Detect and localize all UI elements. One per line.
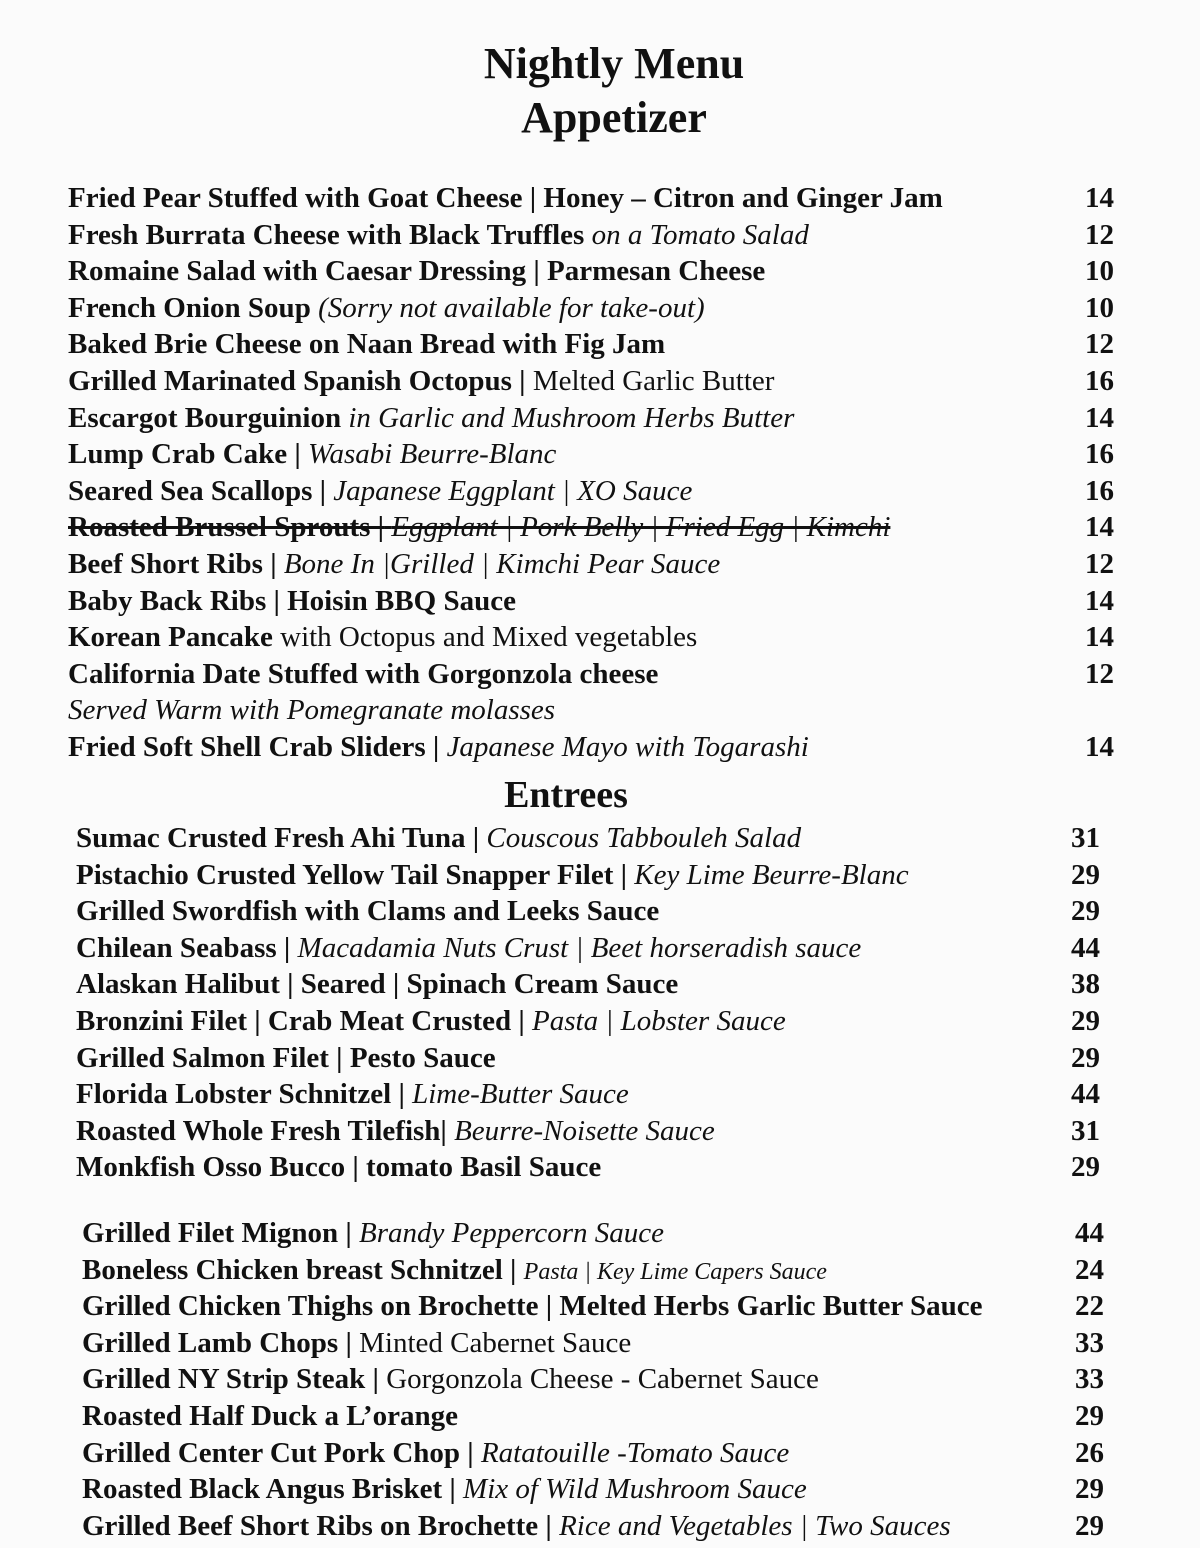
menu-item-text xyxy=(68,402,794,434)
menu-item-price: 29 xyxy=(1075,1509,1104,1542)
menu-item-text xyxy=(82,1290,983,1322)
menu-item-name: Alaskan Halibut | Seared | Spinach Cream Sauce xyxy=(76,968,679,1001)
menu-item xyxy=(68,400,1114,437)
menu-item-description: Served Warm with Pomegranate molasses xyxy=(68,694,556,727)
menu-item xyxy=(68,729,1114,766)
menu-item-text xyxy=(68,365,774,397)
menu-item-text xyxy=(76,1115,715,1147)
menu-item-name: Bronzini Filet | Crab Meat Crusted | xyxy=(76,1004,525,1037)
menu-item-text xyxy=(76,1005,786,1037)
menu-item-price: 12 xyxy=(1085,218,1114,251)
menu-item-text xyxy=(76,1078,629,1110)
menu-item-price: 14 xyxy=(1085,621,1114,654)
menu-item-price: 29 xyxy=(1071,1041,1100,1074)
menu-item xyxy=(68,253,1114,290)
menu-item xyxy=(68,656,1114,693)
menu-item xyxy=(68,217,1114,254)
menu-item-description: Key Lime Beurre-Blanc xyxy=(634,858,909,891)
menu-item-description: Bone In |Grilled | Kimchi Pear Sauce xyxy=(283,547,721,580)
section-title-entrees: Entrees xyxy=(504,774,628,816)
meat-entree-list xyxy=(82,1215,1104,1544)
menu-item-text xyxy=(82,1437,789,1469)
menu-item xyxy=(68,180,1114,217)
menu-item-price: 29 xyxy=(1075,1473,1104,1506)
menu-item xyxy=(68,619,1114,656)
menu-item-text xyxy=(68,694,555,726)
menu-item-price: 38 xyxy=(1071,968,1100,1001)
menu-item-text xyxy=(82,1254,827,1286)
menu-item-name: California Date Stuffed with Gorgonzola cheese xyxy=(68,657,659,690)
menu-item-description: Couscous Tabbouleh Salad xyxy=(486,822,802,854)
menu-item-description: Rice and Vegetables | Two Sauces xyxy=(559,1509,951,1542)
menu-item-text xyxy=(68,548,720,580)
menu-item-price: 22 xyxy=(1075,1290,1104,1323)
menu-item-name: Grilled Center Cut Pork Chop | xyxy=(82,1436,474,1469)
menu-item xyxy=(76,857,1100,894)
menu-item-name: Grilled Chicken Thighs on Brochette | Melted Herbs Garlic Butter Sauce xyxy=(82,1290,983,1323)
menu-item xyxy=(68,509,1114,546)
menu-item xyxy=(76,1076,1100,1113)
menu-item xyxy=(76,893,1100,930)
menu-item xyxy=(82,1252,1104,1289)
menu-item-description: Lime-Butter Sauce xyxy=(412,1078,629,1111)
menu-item xyxy=(68,583,1114,620)
menu-item-name: Roasted Whole Fresh Tilefish| xyxy=(76,1114,447,1147)
menu-item-name: Seared Sea Scallops | xyxy=(68,474,327,507)
menu-item-description: Japanese Mayo with Togarashi xyxy=(446,730,809,763)
menu-item xyxy=(82,1361,1104,1398)
menu-item-name: Monkfish Osso Bucco | tomato Basil Sauce xyxy=(76,1151,602,1184)
menu-item-price: 14 xyxy=(1085,401,1114,434)
menu-item-description: Mix of Wild Mushroom Sauce xyxy=(463,1473,807,1506)
menu-item-text xyxy=(82,1473,807,1505)
menu-item-price: 16 xyxy=(1085,438,1114,471)
menu-item-description: (Sorry not available for take-out) xyxy=(318,291,705,324)
menu-item-text xyxy=(68,292,705,324)
menu-item-text xyxy=(68,621,697,653)
menu-item-price: 14 xyxy=(1085,730,1114,763)
menu-item-description: Japanese Eggplant | XO Sauce xyxy=(333,474,693,507)
menu-item xyxy=(68,290,1114,327)
menu-item-name: Korean Pancake xyxy=(68,621,273,654)
menu-item-name: Florida Lobster Schnitzel | xyxy=(76,1078,405,1111)
menu-item-price: 16 xyxy=(1085,474,1114,507)
menu-item-name: Beef Short Ribs | xyxy=(68,547,277,580)
menu-item-name: Grilled NY Strip Steak | xyxy=(82,1363,379,1396)
menu-item-text xyxy=(68,328,665,360)
menu-item-description: in Garlic and Mushroom Herbs Butter xyxy=(348,401,795,434)
menu-item-text xyxy=(82,1327,631,1359)
menu-item-description: Wasabi Beurre-Blanc xyxy=(308,438,557,471)
menu-item-text xyxy=(76,895,659,927)
menu-item-description: Pasta | Key Lime Capers Sauce xyxy=(523,1258,827,1285)
menu-item-name: Grilled Marinated Spanish Octopus | xyxy=(68,364,526,397)
menu-item-price: 31 xyxy=(1071,822,1100,854)
menu-item-description: with Octopus and Mixed vegetables xyxy=(280,621,698,654)
menu-item-name: Romaine Salad with Caesar Dressing | Parmesan Cheese xyxy=(68,255,766,288)
menu-item xyxy=(76,1003,1100,1040)
menu-item-text xyxy=(68,438,556,470)
menu-item xyxy=(82,1508,1104,1545)
menu-item xyxy=(82,1471,1104,1508)
menu-item-price: 16 xyxy=(1085,364,1114,397)
menu-item-name: Escargot Bourguinion xyxy=(68,401,342,434)
menu-item-name: Fried Pear Stuffed with Goat Cheese | Honey – Citron and Ginger Jam xyxy=(68,182,943,214)
menu-item-text xyxy=(68,475,692,507)
menu-item-name: French Onion Soup xyxy=(68,291,311,324)
menu-item-price: 29 xyxy=(1071,895,1100,928)
menu-item-name: Sumac Crusted Fresh Ahi Tuna | xyxy=(76,822,480,854)
menu-item-name: Boneless Chicken breast Schnitzel | xyxy=(82,1253,517,1286)
menu-item-price: 12 xyxy=(1085,547,1114,580)
menu-item xyxy=(76,1113,1100,1150)
menu-item-description: Macadamia Nuts Crust | Beet horseradish sauce xyxy=(297,931,862,964)
menu-item xyxy=(76,1040,1100,1077)
menu-item xyxy=(68,363,1114,400)
menu-item-text xyxy=(68,182,943,214)
menu-item-name: Roasted Half Duck a L’orange xyxy=(82,1399,458,1432)
menu-item-price: 14 xyxy=(1085,182,1114,214)
menu-item xyxy=(68,473,1114,510)
menu-item-name: Pistachio Crusted Yellow Tail Snapper Filet | xyxy=(76,858,627,891)
menu-item-text xyxy=(76,1042,496,1074)
menu-item-price: 24 xyxy=(1075,1253,1104,1286)
menu-item-name: Fried Soft Shell Crab Sliders | xyxy=(68,730,440,763)
menu-item-description: Melted Garlic Butter xyxy=(532,364,775,397)
menu-item xyxy=(76,1149,1100,1186)
menu-item-name: Grilled Salmon Filet | Pesto Sauce xyxy=(76,1041,496,1074)
menu-item xyxy=(68,546,1114,583)
menu-item-text xyxy=(76,968,678,1000)
section-title-appetizer: Appetizer xyxy=(521,93,707,142)
menu-item-text xyxy=(68,658,658,690)
menu-item-price: 10 xyxy=(1085,255,1114,288)
menu-item-description: Beurre-Noisette Sauce xyxy=(454,1114,715,1147)
menu-item-text xyxy=(68,255,765,287)
page-title: Nightly Menu xyxy=(483,39,745,88)
menu-item-text xyxy=(76,822,801,854)
menu-item-name: Lump Crab Cake | xyxy=(68,438,301,471)
menu-item-text xyxy=(68,511,890,543)
menu-item-text xyxy=(68,585,516,617)
menu-item-price: 10 xyxy=(1085,291,1114,324)
menu-item-name: Grilled Filet Mignon | xyxy=(82,1217,352,1249)
menu-item-price: 31 xyxy=(1071,1114,1100,1147)
appetizer-list xyxy=(68,180,1114,766)
menu-item-text xyxy=(82,1363,819,1395)
menu-item xyxy=(82,1288,1104,1325)
menu-item-name: Roasted Brussel Sprouts | xyxy=(68,511,385,544)
menu-item-price: 12 xyxy=(1085,657,1114,690)
menu-item-description: Eggplant | Pork Belly | Fried Egg | Kimchi xyxy=(391,511,891,544)
menu-item xyxy=(82,1435,1104,1472)
menu-item-text xyxy=(68,219,809,251)
menu-item-text xyxy=(76,859,909,891)
menu-item-text xyxy=(82,1510,951,1542)
menu-item-name: Roasted Black Angus Brisket | xyxy=(82,1473,456,1506)
menu-item xyxy=(68,436,1114,473)
menu-item-price: 33 xyxy=(1075,1363,1104,1396)
menu-item xyxy=(68,326,1114,363)
menu-item-name: Grilled Beef Short Ribs on Brochette | xyxy=(82,1509,552,1542)
menu-item-name: Baked Brie Cheese on Naan Bread with Fig Jam xyxy=(68,328,666,361)
menu-item-price: 14 xyxy=(1085,511,1114,544)
menu-item-text xyxy=(76,932,861,964)
menu-item-name: Grilled Lamb Chops | xyxy=(82,1326,352,1359)
menu-item-price: 44 xyxy=(1071,931,1100,964)
menu-item xyxy=(76,930,1100,967)
menu-item-price: 29 xyxy=(1071,858,1100,891)
menu-item-price: 33 xyxy=(1075,1326,1104,1359)
menu-item-description: on a Tomato Salad xyxy=(591,218,809,251)
menu-item xyxy=(82,1215,1104,1252)
menu-item-name: Chilean Seabass | xyxy=(76,931,291,964)
menu-item-description: Brandy Peppercorn Sauce xyxy=(359,1217,664,1249)
menu-item-price: 29 xyxy=(1071,1151,1100,1184)
menu-item-price: 12 xyxy=(1085,328,1114,361)
menu-item xyxy=(82,1325,1104,1362)
menu-item-text xyxy=(68,731,809,763)
menu-item-name: Grilled Swordfish with Clams and Leeks Sauce xyxy=(76,895,660,928)
entree-list xyxy=(76,820,1100,1186)
menu-item-text xyxy=(82,1400,458,1432)
menu-item xyxy=(68,692,1114,729)
menu-item-description: Pasta | Lobster Sauce xyxy=(532,1004,786,1037)
menu-item xyxy=(76,966,1100,1003)
menu-item-price: 29 xyxy=(1075,1399,1104,1432)
menu-item xyxy=(76,820,1100,857)
menu-item-description: Minted Cabernet Sauce xyxy=(359,1326,632,1359)
menu-item-description: Gorgonzola Cheese - Cabernet Sauce xyxy=(386,1363,819,1396)
menu-item-price: 29 xyxy=(1071,1004,1100,1037)
menu-item-price: 14 xyxy=(1085,584,1114,617)
menu-item-price: 26 xyxy=(1075,1436,1104,1469)
menu-item-text xyxy=(76,1151,601,1183)
menu-item-name: Fresh Burrata Cheese with Black Truffles xyxy=(68,218,585,251)
menu-item-price: 44 xyxy=(1071,1078,1100,1111)
menu-item-description: Ratatouille -Tomato Sauce xyxy=(480,1436,790,1469)
menu-item-price: 44 xyxy=(1075,1217,1104,1249)
menu-item xyxy=(82,1398,1104,1435)
menu-item-text xyxy=(82,1217,664,1249)
menu-item-name: Baby Back Ribs | Hoisin BBQ Sauce xyxy=(68,584,516,617)
